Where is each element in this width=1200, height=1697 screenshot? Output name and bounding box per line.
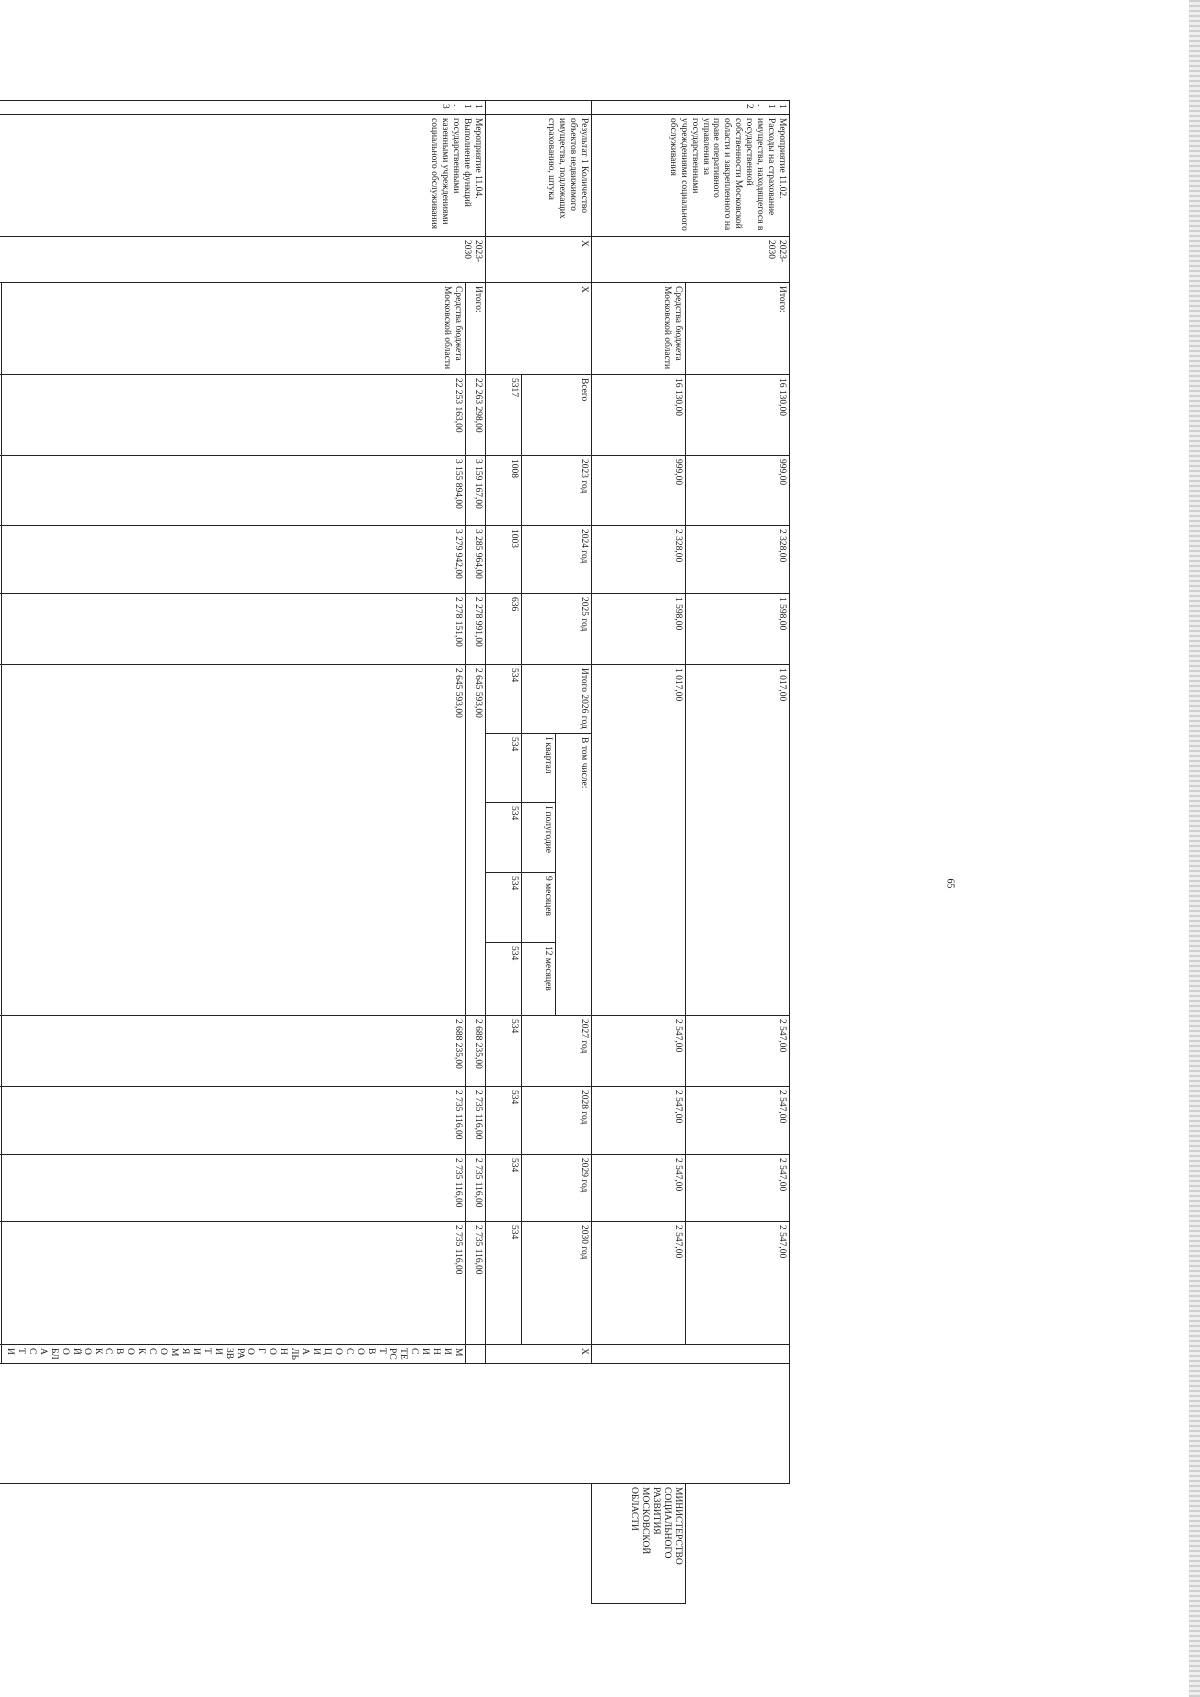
amount-cell: 2 735 116,00 (466, 1087, 486, 1155)
year-label: 2023 год (522, 456, 592, 526)
year-label: 2025 год (522, 594, 592, 665)
source-label (0, 283, 2, 375)
amount-cell: 22 263 298,00 (466, 375, 486, 456)
amount-cell: 2 547,00 (686, 1016, 790, 1087)
empty-cell (486, 101, 592, 115)
amount-cell: 2 547,00 (592, 1016, 686, 1087)
value-cell: 534 (486, 943, 522, 1016)
amount-cell: 1 017,00 (686, 665, 790, 1016)
executor-cell (466, 1345, 486, 1364)
quarter-label: 12 месяцев (522, 943, 556, 1016)
amount-cell (0, 526, 2, 594)
row-11-2-total (686, 101, 790, 1604)
value-cell: 534 (486, 1222, 522, 1345)
row-number: 11.3 (0, 101, 486, 115)
amount-cell (0, 1016, 2, 1087)
amount-cell: 2 735 116,00 (2, 1155, 466, 1222)
amount-cell: 2 735 116,00 (2, 1087, 466, 1155)
activity-name: Мероприятие 11.04. Выполнение функций государственными казенными учреждениями социального обслуживания (0, 115, 486, 237)
value-cell: 534 (486, 665, 522, 734)
source-label: Средства бюджета Московской области (2, 283, 466, 375)
quarter-label: I квартал (522, 734, 556, 803)
amount-cell: 2 547,00 (592, 1155, 686, 1222)
activity-period: 2023-2030 (0, 237, 486, 283)
executor-cell (0, 1345, 2, 1364)
value-cell: 534 (486, 1087, 522, 1155)
empty-margin-cell (0, 1364, 790, 1484)
amount-cell (0, 1155, 2, 1222)
executor-cell (592, 1345, 790, 1364)
amount-cell: 2 328,00 (686, 526, 790, 594)
amount-cell: 2 735 116,00 (466, 1155, 486, 1222)
amount-cell (0, 375, 2, 456)
value-cell: 636 (486, 594, 522, 665)
amount-cell: 999,00 (592, 456, 686, 526)
vsego-label: Всего (522, 375, 592, 456)
quarter-label: I полугодие (522, 803, 556, 873)
activity-period: 2023-2030 (592, 237, 790, 283)
amount-cell: 3 285 964,00 (466, 526, 486, 594)
value-cell: 534 (486, 873, 522, 943)
value-cell: 5317 (486, 375, 522, 456)
amount-cell: 2 735 116,00 (466, 1222, 486, 1345)
amount-cell: 999,00 (686, 456, 790, 526)
amount-cell: 2 547,00 (686, 1155, 790, 1222)
itogo-2026-label: Итого 2026 год (522, 665, 592, 734)
rotated-page-area (5, 100, 790, 1604)
amount-cell (0, 1222, 2, 1345)
amount-cell: 16 130,00 (592, 375, 686, 456)
program-activities-table (0, 100, 790, 1604)
amount-cell: 3 159 167,00 (466, 456, 486, 526)
source-label: Средства бюджета Московской области (592, 283, 686, 375)
source-label: Итого: (466, 283, 486, 375)
amount-cell: 2 645 593,00 (466, 665, 486, 1016)
value-cell: 534 (486, 734, 522, 803)
value-cell: 534 (486, 1155, 522, 1222)
activity-name: Мероприятие 11.02. Расходы на страхование имущества, находящегося в государственной собственности Московской области и закрепленного на праве оперативного управления за государственными учреждениями социального обслуживания (592, 115, 790, 237)
amount-cell: 2 547,00 (592, 1087, 686, 1155)
value-cell: 534 (486, 1016, 522, 1087)
year-label: 2024 год (522, 526, 592, 594)
amount-cell: 2 735 116,00 (2, 1222, 466, 1345)
value-cell: 1008 (486, 456, 522, 526)
amount-cell (0, 456, 2, 526)
source-label: Итого: (686, 283, 790, 375)
year-label: 2028 год (522, 1087, 592, 1155)
executor-name: МИНИСТЕРСТВО СОЦИАЛЬНОГО РАЗВИТИЯ МОСКОВСКОЙ ОБЛАСТИ (2, 1345, 466, 1364)
x-mark: X (486, 237, 592, 283)
amount-cell: 1 598,00 (686, 594, 790, 665)
x-mark: X (486, 1345, 592, 1364)
amount-cell (0, 594, 2, 665)
year-label: 2030 год (522, 1222, 592, 1345)
amount-cell: 2 547,00 (592, 1222, 686, 1345)
amount-cell: 2 278 151,00 (2, 594, 466, 665)
amount-cell: 3 279 942,00 (2, 526, 466, 594)
result-name: Результат 1 Количество объектов недвижимого имущества, подлежащих страхованию, штука (486, 115, 592, 237)
value-cell: 1003 (486, 526, 522, 594)
amount-cell: 16 130,00 (686, 375, 790, 456)
amount-cell (0, 665, 2, 1016)
amount-cell: 3 155 894,00 (2, 456, 466, 526)
amount-cell: 1 017,00 (592, 665, 686, 1016)
amount-cell: 2 328,00 (592, 526, 686, 594)
page-number: 65 (944, 878, 956, 889)
amount-cell: 22 253 163,00 (2, 375, 466, 456)
quarter-label: 9 месяцев (522, 873, 556, 943)
amount-cell: 2 645 593,00 (2, 665, 466, 1016)
amount-cell: 2 688 235,00 (466, 1016, 486, 1087)
amount-cell: 2 547,00 (686, 1222, 790, 1345)
value-cell: 534 (486, 803, 522, 873)
scanner-edge-strip (1189, 0, 1200, 1697)
amount-cell (0, 1087, 2, 1155)
v-tom-chisle-label: В том числе: (556, 734, 592, 1016)
row-number: 11.2 (592, 101, 790, 115)
executor-name: МИНИСТЕРСТВО СОЦИАЛЬНОГО РАЗВИТИЯ МОСКОВСКОЙ ОБЛАСТИ (592, 1484, 686, 1604)
year-label: 2027 год (522, 1016, 592, 1087)
amount-cell: 2 278 991,00 (466, 594, 486, 665)
amount-cell: 1 598,00 (592, 594, 686, 665)
year-label: 2029 год (522, 1155, 592, 1222)
amount-cell: 2 547,00 (686, 1087, 790, 1155)
x-mark: X (486, 283, 592, 375)
amount-cell: 2 688 235,00 (2, 1016, 466, 1087)
